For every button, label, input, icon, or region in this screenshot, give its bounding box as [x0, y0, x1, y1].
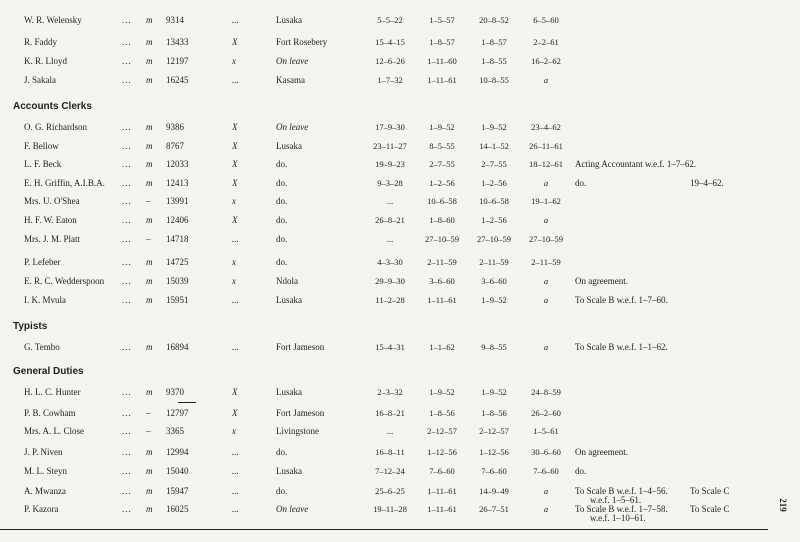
- status-mark: ...: [232, 234, 239, 244]
- file-number: 9370: [166, 387, 184, 397]
- date-of-increment: a: [543, 504, 549, 514]
- leader-dots: ...: [122, 295, 132, 305]
- status-mark: ...: [232, 486, 239, 496]
- leader-dots: ...: [122, 234, 132, 244]
- date-first-appointment: 1–8–57: [481, 37, 507, 47]
- remark-secondary: To Scale C: [690, 504, 730, 514]
- file-number: 8767: [166, 141, 184, 151]
- station: Kasama: [276, 75, 305, 85]
- date-of-appointment: 1–2–56: [429, 178, 455, 188]
- date-of-appointment: 1–5–57: [429, 15, 455, 25]
- date-of-birth: 19–9–23: [375, 159, 405, 169]
- date-of-increment: 30–6–60: [531, 447, 561, 457]
- date-of-birth: 25–6–25: [375, 486, 405, 496]
- sex-marker: m: [146, 122, 153, 132]
- date-of-increment: 7–6–60: [533, 466, 559, 476]
- date-of-increment: a: [543, 342, 549, 352]
- date-first-appointment: 1–9–52: [481, 387, 507, 397]
- date-of-appointment: 1–11–61: [427, 295, 457, 305]
- date-first-appointment: 1–8–55: [481, 56, 507, 66]
- date-of-birth: 26–8–21: [375, 215, 405, 225]
- date-of-increment: a: [543, 486, 549, 496]
- status-mark: ...: [232, 295, 239, 305]
- sex-marker: –: [146, 196, 151, 206]
- status-mark: ...: [232, 75, 239, 85]
- date-of-increment: 6–5–60: [533, 15, 559, 25]
- status-mark: ...: [232, 504, 239, 514]
- file-number: 15947: [166, 486, 189, 496]
- table-row: [0, 445, 780, 459]
- table-row: [0, 385, 780, 399]
- sex-marker: m: [146, 159, 153, 169]
- leader-dots: ...: [122, 122, 132, 132]
- section-heading: Accounts Clerks: [13, 101, 92, 112]
- station: Lusaka: [276, 141, 302, 151]
- date-of-birth: 9–3–28: [377, 178, 403, 188]
- file-number: 12994: [166, 447, 189, 457]
- date-of-birth: 11–2–28: [375, 295, 405, 305]
- remark: do.: [575, 178, 587, 188]
- date-of-birth: 12–6–26: [375, 56, 405, 66]
- date-of-birth: 23–11–27: [373, 141, 407, 151]
- leader-dots: ...: [122, 504, 132, 514]
- number-underline: [178, 402, 196, 403]
- employee-name: Mrs. J. M. Platt: [24, 234, 81, 244]
- sex-marker: –: [146, 234, 151, 244]
- sex-marker: m: [146, 276, 153, 286]
- date-of-increment: a: [543, 215, 549, 225]
- date-of-birth: 29–9–30: [375, 276, 405, 286]
- station: On leave: [276, 122, 309, 132]
- file-number: 13991: [166, 196, 189, 206]
- table-row-continuation: [0, 511, 780, 525]
- date-of-appointment: 8–5–55: [429, 141, 455, 151]
- table-row: [0, 274, 780, 288]
- station: do.: [276, 159, 288, 169]
- sex-marker: m: [146, 56, 153, 66]
- sex-marker: m: [146, 141, 153, 151]
- section-heading: Typists: [13, 321, 48, 332]
- date-of-increment: 24–8–59: [531, 387, 561, 397]
- status-mark: x: [232, 426, 236, 436]
- date-of-birth: 16–8–21: [375, 408, 405, 418]
- date-of-increment: a: [543, 75, 549, 85]
- leader-dots: ...: [122, 276, 132, 286]
- file-number: 13433: [166, 37, 189, 47]
- sex-marker: m: [146, 215, 153, 225]
- status-mark: X: [232, 141, 238, 151]
- table-row: [0, 120, 780, 134]
- file-number: 3365: [166, 426, 184, 436]
- station: do.: [276, 215, 288, 225]
- sex-marker: –: [146, 408, 151, 418]
- employee-name: O. G. Richardson: [24, 122, 87, 132]
- station: On leave: [276, 504, 309, 514]
- status-mark: X: [232, 37, 238, 47]
- date-first-appointment: 1–9–52: [481, 295, 507, 305]
- remark-continuation: w.e.f. 1–5–61.: [590, 495, 642, 505]
- date-first-appointment: 10–6–58: [479, 196, 509, 206]
- employee-name: G. Tembo: [24, 342, 60, 352]
- sex-marker: m: [146, 37, 153, 47]
- status-mark: ...: [232, 466, 239, 476]
- date-of-birth: 17–9–30: [375, 122, 405, 132]
- table-row: [0, 35, 780, 49]
- status-mark: ...: [232, 15, 239, 25]
- employee-name: R. Faddy: [24, 37, 58, 47]
- employee-name: H. F. W. Eaton: [24, 215, 77, 225]
- date-of-birth: 15–4–31: [375, 342, 405, 352]
- leader-dots: ...: [122, 75, 132, 85]
- table-row: [0, 73, 780, 87]
- table-row: [0, 213, 780, 227]
- sex-marker: m: [146, 486, 153, 496]
- date-of-appointment: 1–8–57: [429, 37, 455, 47]
- date-of-increment: a: [543, 295, 549, 305]
- sex-marker: m: [146, 342, 153, 352]
- date-first-appointment: 3–6–60: [481, 276, 507, 286]
- date-first-appointment: 1–12–56: [479, 447, 509, 457]
- remark: To Scale B w.e.f. 1–1–62.: [575, 342, 668, 352]
- sex-marker: m: [146, 504, 153, 514]
- bottom-rule: [0, 529, 768, 530]
- table-row: [0, 464, 780, 478]
- employee-name: F. Bellow: [24, 141, 59, 151]
- station: do.: [276, 486, 288, 496]
- employee-name: J. P. Niven: [24, 447, 63, 457]
- date-of-appointment: 1–11–61: [427, 75, 457, 85]
- sex-marker: m: [146, 178, 153, 188]
- date-of-appointment: 1–12–56: [427, 447, 457, 457]
- remark-continuation: w.e.f. 1–10–61.: [590, 513, 646, 523]
- sex-marker: m: [146, 387, 153, 397]
- date-first-appointment: 1–9–52: [481, 122, 507, 132]
- table-row: [0, 406, 780, 420]
- station: Fort Jameson: [276, 342, 325, 352]
- leader-dots: ...: [122, 447, 132, 457]
- employee-name: P. Kazora: [24, 504, 59, 514]
- status-mark: X: [232, 122, 238, 132]
- date-of-increment: 27–10–59: [529, 234, 563, 244]
- date-of-birth: ...: [386, 426, 394, 436]
- date-first-appointment: 1–8–56: [481, 408, 507, 418]
- leader-dots: ...: [122, 215, 132, 225]
- employee-name: I. K. Mvula: [24, 295, 66, 305]
- leader-dots: ...: [122, 196, 132, 206]
- remark: To Scale B w.e.f. 1–7–58.: [575, 504, 668, 514]
- remark: Acting Accountant w.e.f. 1–7–62.: [575, 159, 697, 169]
- sex-marker: –: [146, 426, 151, 436]
- station: Lusaka: [276, 15, 302, 25]
- date-of-increment: 26–11–61: [529, 141, 563, 151]
- employee-name: W. R. Welensky: [24, 15, 82, 25]
- leader-dots: ...: [122, 466, 132, 476]
- date-of-birth: 19–11–28: [373, 504, 407, 514]
- date-of-increment: 2–11–59: [531, 257, 561, 267]
- station: Lusaka: [276, 466, 302, 476]
- station: do.: [276, 447, 288, 457]
- date-first-appointment: 27–10–59: [477, 234, 511, 244]
- remark: To Scale B w.e.f. 1–4–56.: [575, 486, 668, 496]
- date-first-appointment: 2–11–59: [479, 257, 509, 267]
- sex-marker: m: [146, 295, 153, 305]
- table-row: [0, 293, 780, 307]
- status-mark: X: [232, 178, 238, 188]
- station: Lusaka: [276, 295, 302, 305]
- date-of-appointment: 1–9–52: [429, 122, 455, 132]
- remark-secondary: 19–4–62.: [690, 178, 724, 188]
- table-row: [0, 232, 780, 246]
- date-of-birth: 1–7–32: [377, 75, 403, 85]
- station: Fort Jameson: [276, 408, 325, 418]
- date-of-increment: 26–2–60: [531, 408, 561, 418]
- file-number: 12033: [166, 159, 189, 169]
- status-mark: ...: [232, 447, 239, 457]
- date-of-appointment: 1–11–60: [427, 56, 457, 66]
- date-of-appointment: 27–10–59: [425, 234, 459, 244]
- date-of-birth: 7–12–24: [375, 466, 405, 476]
- date-of-birth: 16–8–11: [375, 447, 405, 457]
- table-row: [0, 13, 780, 27]
- employee-name: L. F. Beck: [24, 159, 62, 169]
- employee-name: E. H. Griffin, A.I.B.A.: [24, 178, 105, 188]
- employee-name: K. R. Lloyd: [24, 56, 68, 66]
- employee-name: P. B. Cowham: [24, 408, 76, 418]
- file-number: 12197: [166, 56, 189, 66]
- remark: do.: [575, 466, 587, 476]
- date-of-birth: ...: [386, 234, 394, 244]
- leader-dots: ...: [122, 486, 132, 496]
- status-mark: X: [232, 408, 238, 418]
- leader-dots: ...: [122, 342, 132, 352]
- date-of-increment: 18–12–61: [529, 159, 563, 169]
- remark: To Scale B w.e.f. 1–7–60.: [575, 295, 668, 305]
- date-first-appointment: 1–2–56: [481, 215, 507, 225]
- file-number: 9386: [166, 122, 184, 132]
- table-row: [0, 255, 780, 269]
- table-row: [0, 176, 780, 190]
- table-row: [0, 340, 780, 354]
- sex-marker: m: [146, 75, 153, 85]
- leader-dots: ...: [122, 56, 132, 66]
- sex-marker: m: [146, 257, 153, 267]
- employee-name: Mrs. A. L. Close: [24, 426, 85, 436]
- file-number: 14725: [166, 257, 189, 267]
- date-of-increment: 1–5–61: [533, 426, 559, 436]
- file-number: 16245: [166, 75, 189, 85]
- leader-dots: ...: [122, 159, 132, 169]
- remark-secondary: To Scale C: [690, 486, 730, 496]
- date-of-birth: ...: [386, 196, 394, 206]
- employee-name: H. L. C. Hunter: [24, 387, 81, 397]
- date-of-birth: 4–3–30: [377, 257, 403, 267]
- station: Ndola: [276, 276, 298, 286]
- date-first-appointment: 9–8–55: [481, 342, 507, 352]
- station: Livingstone: [276, 426, 319, 436]
- leader-dots: ...: [122, 387, 132, 397]
- date-of-appointment: 3–6–60: [429, 276, 455, 286]
- date-of-birth: 15–4–15: [375, 37, 405, 47]
- date-of-birth: 5–5–22: [377, 15, 403, 25]
- date-first-appointment: 14–9–49: [479, 486, 509, 496]
- employee-name: Mrs. U. O'Shea: [24, 196, 80, 206]
- date-of-appointment: 1–1–62: [429, 342, 455, 352]
- file-number: 9314: [166, 15, 184, 25]
- status-mark: x: [232, 257, 236, 267]
- station: do.: [276, 178, 288, 188]
- file-number: 16025: [166, 504, 189, 514]
- date-first-appointment: 20–8–52: [479, 15, 509, 25]
- file-number: 15039: [166, 276, 189, 286]
- file-number: 15040: [166, 466, 189, 476]
- page-number: 219: [777, 498, 788, 512]
- date-of-appointment: 1–8–60: [429, 215, 455, 225]
- date-of-appointment: 2–11–59: [427, 257, 457, 267]
- remark: On agreement.: [575, 447, 628, 457]
- table-row: [0, 139, 780, 153]
- employee-name: M. L. Steyn: [24, 466, 68, 476]
- date-of-appointment: 2–7–55: [429, 159, 455, 169]
- date-of-increment: a: [543, 276, 549, 286]
- file-number: 12797: [166, 408, 189, 418]
- station: do.: [276, 196, 288, 206]
- date-of-appointment: 1–9–52: [429, 387, 455, 397]
- status-mark: X: [232, 215, 238, 225]
- status-mark: x: [232, 196, 236, 206]
- employee-name: P. Lefeber: [24, 257, 61, 267]
- leader-dots: ...: [122, 141, 132, 151]
- table-row: [0, 54, 780, 68]
- sex-marker: m: [146, 15, 153, 25]
- date-first-appointment: 7–6–60: [481, 466, 507, 476]
- leader-dots: ...: [122, 426, 132, 436]
- status-mark: X: [232, 159, 238, 169]
- date-of-appointment: 1–11–61: [427, 486, 457, 496]
- date-of-appointment: 7–6–60: [429, 466, 455, 476]
- leader-dots: ...: [122, 257, 132, 267]
- station: Fort Rosebery: [276, 37, 328, 47]
- file-number: 14718: [166, 234, 189, 244]
- status-mark: X: [232, 387, 238, 397]
- leader-dots: ...: [122, 37, 132, 47]
- date-first-appointment: 10–8–55: [479, 75, 509, 85]
- status-mark: x: [232, 56, 236, 66]
- leader-dots: ...: [122, 15, 132, 25]
- date-of-appointment: 10–6–58: [427, 196, 457, 206]
- section-heading: General Duties: [13, 366, 84, 377]
- employee-name: J. Sakala: [24, 75, 56, 85]
- table-row: [0, 424, 780, 438]
- date-of-appointment: 2–12–57: [427, 426, 457, 436]
- status-mark: ...: [232, 342, 239, 352]
- date-first-appointment: 2–12–57: [479, 426, 509, 436]
- date-of-appointment: 1–11–61: [427, 504, 457, 514]
- date-of-increment: 16–2–62: [531, 56, 561, 66]
- file-number: 12406: [166, 215, 189, 225]
- date-first-appointment: 26–7–51: [479, 504, 509, 514]
- date-of-birth: 2–3–32: [377, 387, 403, 397]
- status-mark: x: [232, 276, 236, 286]
- date-of-increment: 2–2–61: [533, 37, 559, 47]
- sex-marker: m: [146, 447, 153, 457]
- file-number: 15951: [166, 295, 189, 305]
- date-first-appointment: 1–2–56: [481, 178, 507, 188]
- station: do.: [276, 234, 288, 244]
- station: do.: [276, 257, 288, 267]
- employee-name: E. R. C. Wedderspoon: [24, 276, 105, 286]
- table-row: [0, 194, 780, 208]
- station: On leave: [276, 56, 309, 66]
- employee-name: A. Mwanza: [24, 486, 66, 496]
- leader-dots: ...: [122, 178, 132, 188]
- remark: On agreement.: [575, 276, 628, 286]
- leader-dots: ...: [122, 408, 132, 418]
- station: Lusaka: [276, 387, 302, 397]
- date-of-appointment: 1–8–56: [429, 408, 455, 418]
- file-number: 16894: [166, 342, 189, 352]
- date-of-increment: 19–1–62: [531, 196, 561, 206]
- date-of-increment: 23–4–62: [531, 122, 561, 132]
- date-of-increment: a: [543, 178, 549, 188]
- date-first-appointment: 14–1–52: [479, 141, 509, 151]
- date-first-appointment: 2–7–55: [481, 159, 507, 169]
- sex-marker: m: [146, 466, 153, 476]
- file-number: 12413: [166, 178, 189, 188]
- table-row: [0, 157, 780, 171]
